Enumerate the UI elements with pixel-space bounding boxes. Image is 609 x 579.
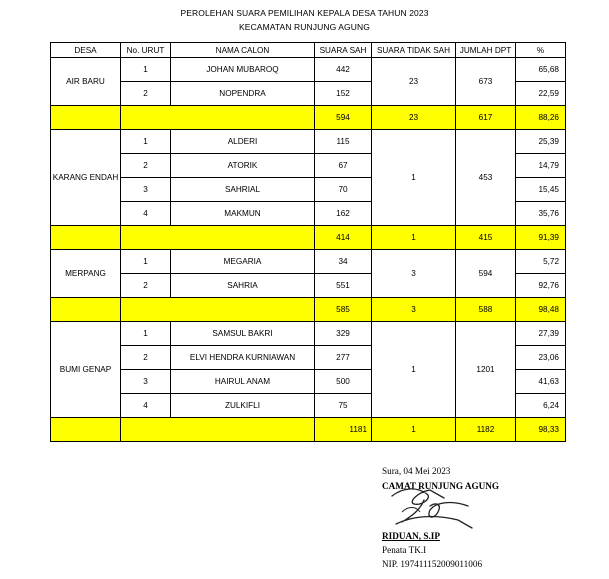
candidate-number: 2	[121, 274, 171, 298]
total-voter-count: 588	[456, 298, 516, 322]
table-row	[51, 130, 566, 154]
total-percent: 98,33	[516, 418, 566, 442]
candidate-name: MAKMUN	[171, 202, 315, 226]
total-empty-cell	[51, 226, 121, 250]
column-header-jumlah-dpt: JUMLAH DPT	[456, 43, 516, 58]
total-empty-cell	[51, 298, 121, 322]
valid-votes: 277	[315, 346, 372, 370]
column-header-suara-tidak-sah: SUARA TIDAK SAH	[372, 43, 456, 58]
column-header-no-urut: No. URUT	[121, 43, 171, 58]
candidate-name: NOPENDRA	[171, 82, 315, 106]
candidate-number: 4	[121, 202, 171, 226]
total-row	[51, 418, 566, 442]
table-row	[51, 250, 566, 274]
total-row	[51, 226, 566, 250]
candidate-number: 3	[121, 370, 171, 394]
vote-percent: 6,24	[516, 394, 566, 418]
total-voter-count: 617	[456, 106, 516, 130]
vote-percent: 65,68	[516, 58, 566, 82]
candidate-name: ATORIK	[171, 154, 315, 178]
village-name: MERPANG	[51, 250, 121, 298]
candidate-number: 3	[121, 178, 171, 202]
table-row	[51, 322, 566, 346]
signatory-name: RIDUAN, S.IP	[382, 531, 440, 541]
voter-count: 1201	[456, 322, 516, 418]
vote-percent: 35,76	[516, 202, 566, 226]
total-empty-cell	[121, 106, 315, 130]
vote-percent: 14,79	[516, 154, 566, 178]
vote-results-table	[50, 42, 566, 442]
column-header-nama-calon: NAMA CALON	[171, 43, 315, 58]
total-valid-votes: 594	[315, 106, 372, 130]
document-title: PEROLEHAN SUARA PEMILIHAN KEPALA DESA TAHUN 2023	[180, 8, 429, 18]
valid-votes: 162	[315, 202, 372, 226]
village-name: KARANG ENDAH	[51, 130, 121, 226]
total-empty-cell	[121, 226, 315, 250]
signatory-rank: Penata TK.I	[382, 545, 427, 555]
vote-percent: 5,72	[516, 250, 566, 274]
vote-percent: 27,39	[516, 322, 566, 346]
valid-votes: 70	[315, 178, 372, 202]
column-header-desa: DESA	[51, 43, 121, 58]
total-valid-votes: 585	[315, 298, 372, 322]
total-row	[51, 298, 566, 322]
invalid-votes: 1	[372, 322, 456, 418]
signature-position: CAMAT RUNJUNG AGUNG	[382, 481, 500, 491]
table-header-row	[51, 43, 566, 58]
total-percent: 91,39	[516, 226, 566, 250]
total-invalid-votes: 1	[372, 226, 456, 250]
total-invalid-votes: 1	[372, 418, 456, 442]
total-percent: 98,48	[516, 298, 566, 322]
total-empty-cell	[121, 298, 315, 322]
valid-votes: 152	[315, 82, 372, 106]
valid-votes: 442	[315, 58, 372, 82]
valid-votes: 75	[315, 394, 372, 418]
village-name: AIR BARU	[51, 58, 121, 106]
candidate-number: 1	[121, 322, 171, 346]
voter-count: 453	[456, 130, 516, 226]
voter-count: 594	[456, 250, 516, 298]
valid-votes: 551	[315, 274, 372, 298]
handwritten-signature	[372, 476, 482, 534]
vote-percent: 41,63	[516, 370, 566, 394]
candidate-number: 2	[121, 346, 171, 370]
total-valid-votes: 414	[315, 226, 372, 250]
candidate-name: MEGARIA	[171, 250, 315, 274]
invalid-votes: 23	[372, 58, 456, 106]
total-valid-votes: 1181	[315, 418, 372, 442]
signature-place-date: Sura, 04 Mei 2023	[382, 466, 451, 476]
valid-votes: 115	[315, 130, 372, 154]
total-row	[51, 106, 566, 130]
valid-votes: 329	[315, 322, 372, 346]
invalid-votes: 3	[372, 250, 456, 298]
candidate-number: 1	[121, 58, 171, 82]
candidate-name: SAMSUL BAKRI	[171, 322, 315, 346]
total-voter-count: 1182	[456, 418, 516, 442]
total-voter-count: 415	[456, 226, 516, 250]
total-percent: 88,26	[516, 106, 566, 130]
table-row	[51, 58, 566, 82]
valid-votes: 500	[315, 370, 372, 394]
candidate-number: 2	[121, 154, 171, 178]
voter-count: 673	[456, 58, 516, 106]
candidate-number: 1	[121, 250, 171, 274]
candidate-name: ELVI HENDRA KURNIAWAN	[171, 346, 315, 370]
vote-percent: 92,76	[516, 274, 566, 298]
valid-votes: 34	[315, 250, 372, 274]
village-name: BUMI GENAP	[51, 322, 121, 418]
valid-votes: 67	[315, 154, 372, 178]
candidate-number: 1	[121, 130, 171, 154]
column-header-suara-sah: SUARA SAH	[315, 43, 372, 58]
vote-percent: 25,39	[516, 130, 566, 154]
candidate-name: ZULKIFLI	[171, 394, 315, 418]
candidate-number: 4	[121, 394, 171, 418]
column-header-percent: %	[516, 43, 566, 58]
vote-percent: 23,06	[516, 346, 566, 370]
total-invalid-votes: 3	[372, 298, 456, 322]
document-subtitle: KECAMATAN RUNJUNG AGUNG	[239, 22, 370, 32]
total-empty-cell	[51, 418, 121, 442]
vote-percent: 15,45	[516, 178, 566, 202]
candidate-name: SAHRIA	[171, 274, 315, 298]
candidate-number: 2	[121, 82, 171, 106]
candidate-name: HAIRUL ANAM	[171, 370, 315, 394]
candidate-name: ALDERI	[171, 130, 315, 154]
vote-percent: 22,59	[516, 82, 566, 106]
total-empty-cell	[51, 106, 121, 130]
signatory-nip: NIP. 197411152009011006	[382, 559, 483, 569]
total-invalid-votes: 23	[372, 106, 456, 130]
candidate-name: JOHAN MUBAROQ	[171, 58, 315, 82]
total-empty-cell	[121, 418, 315, 442]
candidate-name: SAHRIAL	[171, 178, 315, 202]
invalid-votes: 1	[372, 130, 456, 226]
